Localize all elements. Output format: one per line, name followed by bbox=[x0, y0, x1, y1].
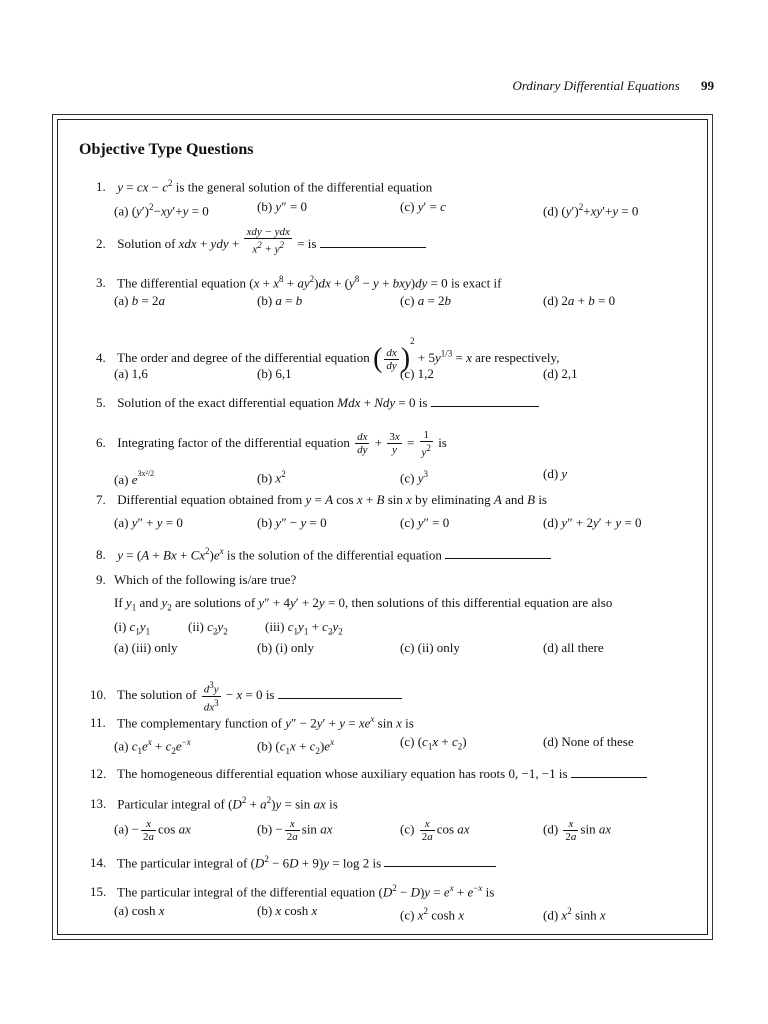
question-8: 8. $y = (A + Bx + Cx^2)e^x$ is the solution of the differential equation bbox=[96, 543, 696, 563]
q7-option-c: (c) y″ = 0 bbox=[400, 515, 450, 530]
question-5: 5. Solution of the exact differential equation Mdx + Ndy = 0 is bbox=[96, 395, 696, 411]
q3-option-c: (c) a = 2b bbox=[400, 293, 452, 308]
q4-option-a: (a) 1,6 bbox=[114, 366, 148, 381]
q9-item-iii: (iii) $c_1y_1 + c_2y_2$ bbox=[265, 619, 343, 637]
q9-option-b: (b) (i) only bbox=[257, 640, 315, 655]
question-10: 10. The solution of $\frac{d^3y}{dx^3}$ − x = 0 is bbox=[90, 679, 690, 713]
page-number: 99 bbox=[701, 78, 714, 93]
question-15: 15. The particular integral of the differential equation $(D^2 - D)y = e^x + e^{-x}$ is bbox=[90, 883, 495, 900]
question-9: 9. Which of the following is/are true? bbox=[96, 572, 297, 587]
q13-option-a: (a) − $\frac{x}{2a}$ cos ax bbox=[114, 818, 191, 843]
q4-option-c: (c) 1,2 bbox=[400, 366, 434, 381]
q1-option-b: (b) y″ = 0 bbox=[257, 199, 307, 214]
q1-option-c: (c) y′ = c bbox=[400, 199, 446, 214]
q6-option-c: (c) $y^3$ bbox=[400, 469, 428, 486]
question-13: 13. Particular integral of $(D^2 + a^2)y = \sin$ ax is bbox=[90, 795, 338, 812]
question-12: 12. The homogeneous differential equation whose auxiliary equation has roots 0, −1, −1 is bbox=[90, 766, 690, 782]
q7-option-a: (a) y″ + y = 0 bbox=[114, 515, 183, 530]
q11-option-c: (c) $(c_1x + c_2)$ bbox=[400, 734, 467, 752]
question-4: 4. The order and degree of the differential equation ( $\frac{dx}{dy}$ )$^2 + 5y^{1/3} = x$ are respectively, bbox=[96, 336, 560, 375]
question-7: 7. Differential equation obtained from y = A cos x + B sin x by eliminating A and B is bbox=[96, 492, 547, 507]
q3-option-b: (b) a = b bbox=[257, 293, 303, 308]
q15-option-d: (d) $x^2$ sinh x bbox=[543, 906, 606, 923]
q9-option-d: (d) all there bbox=[543, 640, 604, 655]
q11-option-d: (d) None of these bbox=[543, 734, 634, 749]
q9-statement: If $y_1$ and $y_2$ are solutions of y″ + 4y′ + 2y = 0, then solutions of this differential equation are also bbox=[114, 595, 613, 613]
q13-option-b: (b) − $\frac{x}{2a}$ sin ax bbox=[257, 818, 333, 843]
q13-option-c: (c) $\frac{x}{2a}$ cos ax bbox=[400, 818, 470, 843]
q9-option-a: (a) (iii) only bbox=[114, 640, 178, 655]
q13-option-d: (d) $\frac{x}{2a}$ sin ax bbox=[543, 818, 612, 843]
q4-option-b: (b) 6,1 bbox=[257, 366, 292, 381]
q7-option-d: (d) y″ + 2y′ + y = 0 bbox=[543, 515, 642, 530]
q15-option-a: (a) cosh x bbox=[114, 903, 165, 918]
section-title: Objective Type Questions bbox=[79, 141, 254, 158]
question-11: 11. The complementary function of $y'' - 2y' + y = xe^x$ sin x is bbox=[90, 714, 414, 731]
q1-option-d: (d) $(y')^2+xy'+y = 0$ bbox=[543, 202, 639, 219]
q11-option-b: (b) $(c_1x + c_2)e^x$ bbox=[257, 737, 335, 756]
question-1: 1. y = cx − $c^2$ is the general solution of the differential equation bbox=[96, 178, 433, 195]
q6-option-a: (a) $e^{3x^2/2}$ bbox=[114, 469, 155, 487]
q1-option-a: (a) $(y')^2-xy'+y = 0$ bbox=[114, 202, 209, 219]
running-title: Ordinary Differential Equations bbox=[512, 78, 680, 93]
q6-option-b: (b) $x^2$ bbox=[257, 469, 286, 486]
q3-option-a: (a) b = 2a bbox=[114, 293, 166, 308]
q3-option-d: (d) 2a + b = 0 bbox=[543, 293, 616, 308]
q6-option-d: (d) y bbox=[543, 466, 568, 481]
math: y bbox=[117, 179, 124, 195]
q15-option-c: (c) $x^2$ cosh x bbox=[400, 906, 465, 923]
q9-option-c: (c) (ii) only bbox=[400, 640, 460, 655]
q15-option-b: (b) x cosh x bbox=[257, 903, 318, 918]
question-14: 14. The particular integral of $(D^2 - 6D + 9)y = \log 2$ is bbox=[90, 851, 690, 871]
q9-item-i: (i) $c_1y_1$ bbox=[114, 619, 151, 637]
q4-option-d: (d) 2,1 bbox=[543, 366, 578, 381]
question-3: 3. The differential equation $(x + x^8 + ay^2)dx + (y^8 - y + bxy)dy = 0$ is exact if bbox=[96, 274, 502, 291]
q11-option-a: (a) $c_1e^x + c_2e^{-x}$ bbox=[114, 737, 191, 756]
question-2: 2. Solution of xdx + ydy + $\frac{\text{xdy − ydx}}{x^2 + y^2}$ = is bbox=[96, 234, 696, 256]
question-6: 6. Integrating factor of the differential equation $\frac{dx}{dy}$ + $\frac{3x}{y}$ = $\frac{1}{y^2}$ is bbox=[96, 429, 447, 459]
q7-option-b: (b) y″ − y = 0 bbox=[257, 515, 327, 530]
q9-item-ii: (ii) $c_2y_2$ bbox=[188, 619, 228, 637]
